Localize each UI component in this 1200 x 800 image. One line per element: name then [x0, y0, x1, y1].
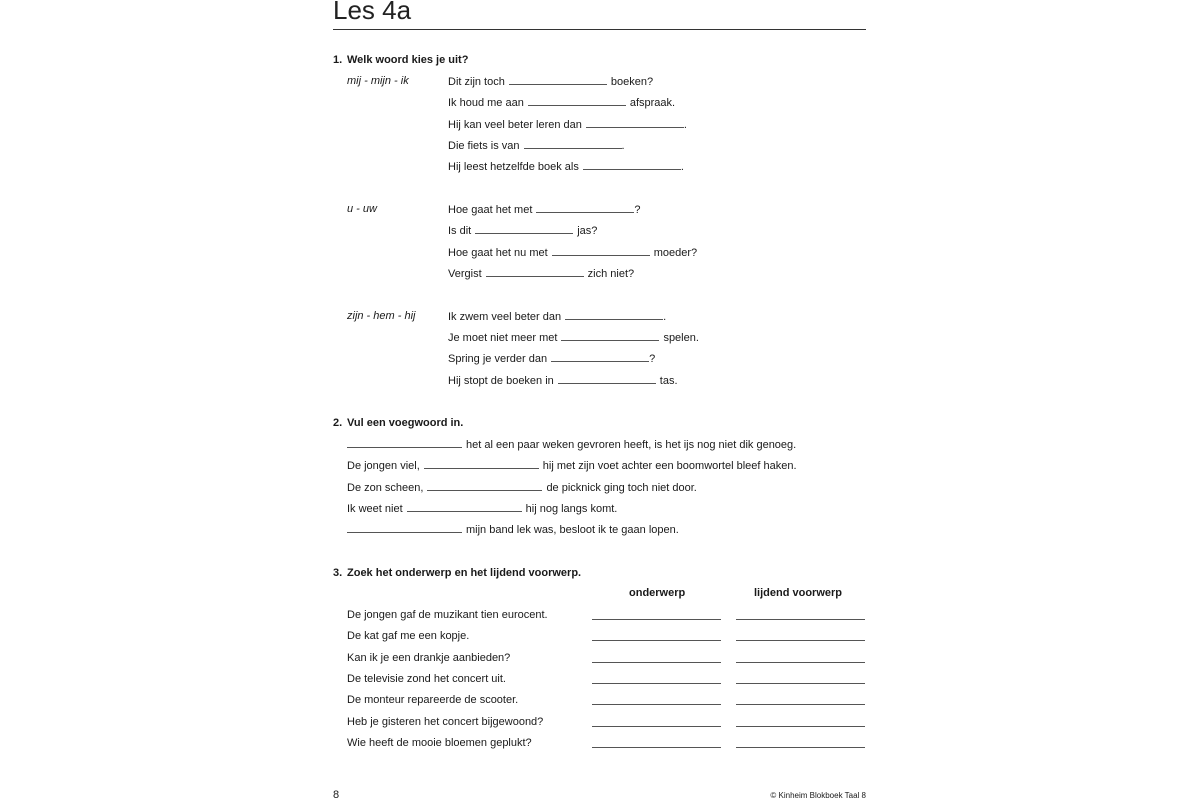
exercise-sentence: Ik houd me aan afspraak. [448, 97, 676, 109]
exercise-sentence: Dit zijn toch boeken? [448, 76, 654, 88]
title-divider [333, 29, 866, 30]
page-number: 8 [333, 789, 340, 800]
answer-blank[interactable] [565, 310, 663, 320]
column-header-lijdend-voorwerp: lijdend voorwerp [754, 587, 843, 599]
answer-blank[interactable] [561, 331, 659, 341]
copyright-notice: © Kinheim Blokboek Taal 8 [770, 791, 866, 800]
section-3-heading [333, 567, 581, 579]
analysis-sentence: De kat gaf me een kopje. [347, 630, 470, 642]
answer-blank[interactable] [558, 374, 656, 384]
answer-blank[interactable] [552, 246, 650, 256]
onderwerp-answer-line[interactable] [592, 683, 721, 684]
exercise-sentence: Vergist zich niet? [448, 268, 635, 280]
answer-blank[interactable] [524, 139, 622, 149]
lijdend-voorwerp-answer-line[interactable] [736, 726, 865, 727]
onderwerp-answer-line[interactable] [592, 704, 721, 705]
exercise-sentence: De jongen viel, hij met zijn voet achter een boomwortel bleef haken. [347, 460, 797, 472]
section-title: Zoek het onderwerp en het lijdend voorwerp. [347, 567, 582, 579]
exercise-sentence: mijn band lek was, besloot ik te gaan lopen. [347, 523, 679, 536]
answer-blank[interactable] [475, 224, 573, 234]
exercise-sentence: Je moet niet meer met spelen. [448, 332, 699, 344]
lijdend-voorwerp-answer-line[interactable] [736, 683, 865, 684]
section-number: 3. [333, 567, 343, 579]
onderwerp-answer-line[interactable] [592, 662, 721, 663]
answer-blank[interactable] [528, 96, 626, 106]
exercise-sentence: Ik weet niet hij nog langs komt. [347, 503, 618, 515]
exercise-sentence: het al een paar weken gevroren heeft, is het ijs nog niet dik genoeg. [347, 438, 796, 451]
analysis-sentence: De televisie zond het concert uit. [347, 673, 506, 685]
answer-blank[interactable] [347, 523, 462, 533]
answer-blank[interactable] [586, 118, 684, 128]
answer-blank[interactable] [536, 203, 634, 213]
answer-blank[interactable] [509, 75, 607, 85]
section-number: 1. [333, 54, 343, 66]
analysis-sentence: Heb je gisteren het concert bijgewoond? [347, 716, 544, 728]
exercise-sentence: Hij kan veel beter leren dan . [448, 119, 687, 131]
column-header-onderwerp: onderwerp [629, 587, 686, 599]
section-number: 2. [333, 417, 343, 429]
analysis-sentence: Wie heeft de mooie bloemen geplukt? [347, 737, 532, 749]
analysis-sentence: Kan ik je een drankje aanbieden? [347, 652, 511, 664]
section-title: Vul een voegwoord in. [347, 417, 464, 429]
onderwerp-answer-line[interactable] [592, 619, 721, 620]
answer-blank[interactable] [551, 352, 649, 362]
answer-blank[interactable] [407, 502, 522, 512]
answer-blank[interactable] [347, 438, 462, 448]
answer-blank[interactable] [583, 160, 681, 170]
lijdend-voorwerp-answer-line[interactable] [736, 704, 865, 705]
word-choice-label: mij - mijn - ik [347, 75, 409, 87]
answer-blank[interactable] [424, 459, 539, 469]
exercise-sentence: Hij stopt de boeken in tas. [448, 375, 678, 387]
word-choice-label: zijn - hem - hij [347, 310, 416, 322]
analysis-sentence: De monteur repareerde de scooter. [347, 694, 519, 706]
exercise-sentence: Ik zwem veel beter dan . [448, 311, 667, 323]
onderwerp-answer-line[interactable] [592, 747, 721, 748]
exercise-sentence: Is dit jas? [448, 225, 598, 237]
page-title: Les 4a [333, 0, 412, 25]
onderwerp-answer-line[interactable] [592, 640, 721, 641]
word-choice-label: u - uw [347, 203, 377, 215]
exercise-sentence: Hij leest hetzelfde boek als . [448, 161, 684, 173]
answer-blank[interactable] [486, 267, 584, 277]
section-title: Welk woord kies je uit? [347, 54, 469, 66]
exercise-sentence: Spring je verder dan ? [448, 353, 656, 365]
exercise-sentence: Hoe gaat het met ? [448, 204, 641, 216]
analysis-sentence: De jongen gaf de muzikant tien eurocent. [347, 609, 548, 621]
exercise-sentence: De zon scheen, de picknick ging toch niet door. [347, 482, 697, 494]
exercise-sentence: Hoe gaat het nu met moeder? [448, 247, 698, 259]
section-1-heading [333, 54, 468, 66]
onderwerp-answer-line[interactable] [592, 726, 721, 727]
lijdend-voorwerp-answer-line[interactable] [736, 619, 865, 620]
section-2-heading [333, 417, 463, 429]
exercise-sentence: Die fiets is van . [448, 140, 625, 152]
lijdend-voorwerp-answer-line[interactable] [736, 662, 865, 663]
lijdend-voorwerp-answer-line[interactable] [736, 747, 865, 748]
lijdend-voorwerp-answer-line[interactable] [736, 640, 865, 641]
answer-blank[interactable] [427, 481, 542, 491]
